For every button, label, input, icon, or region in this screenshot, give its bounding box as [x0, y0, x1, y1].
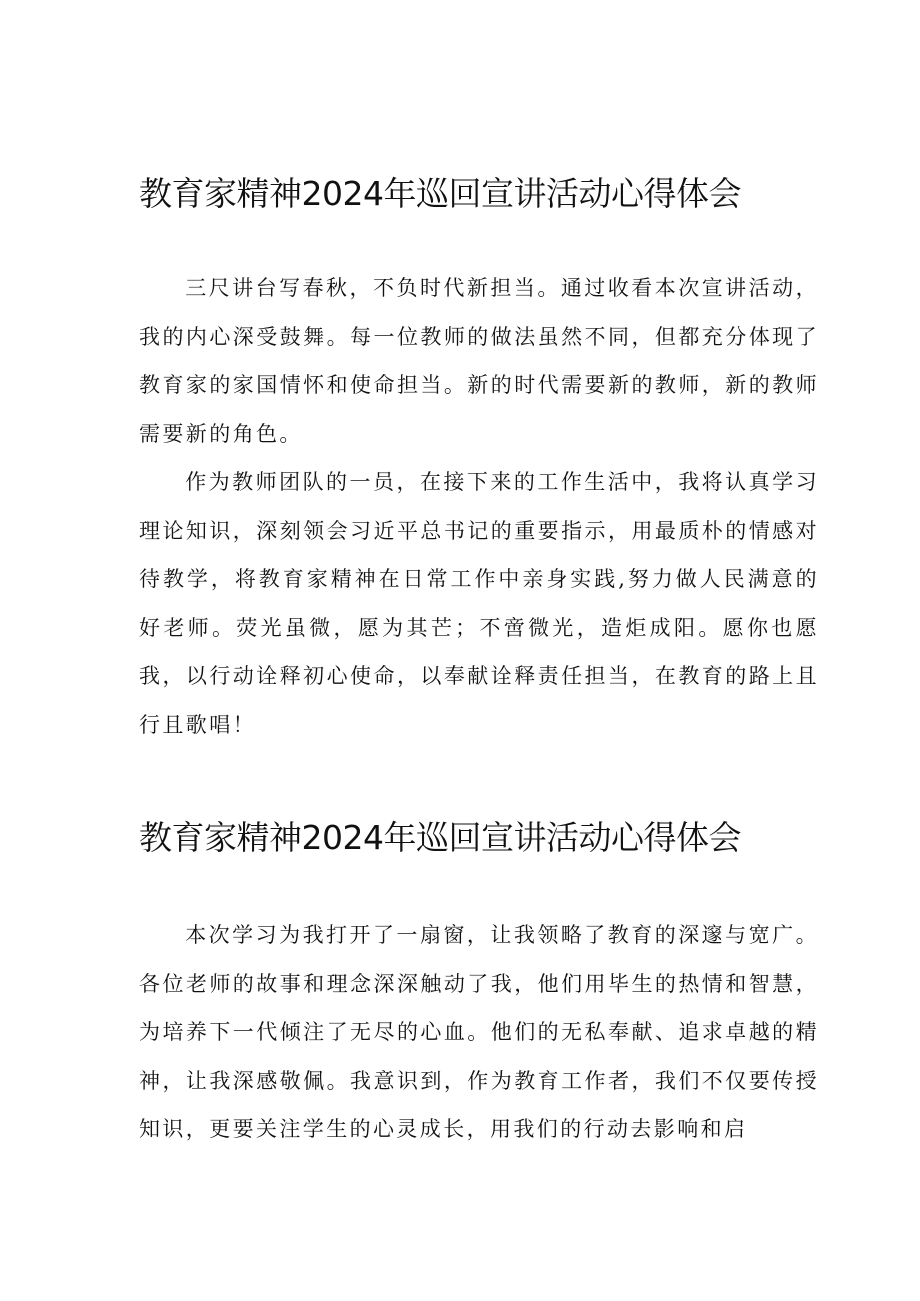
article-section-2 — [139, 812, 819, 1154]
article-section-1 — [139, 168, 819, 749]
article-body-1 — [139, 264, 819, 749]
paragraph: 三尺讲台写春秋，不负时代新担当。通过收看本次宣讲活动，我的内心深受鼓舞。每一位教师的做法虽然不同，但都充分体现了教育家的家国情怀和使命担当。新的时代需要新的教师，新的教师需要新的角色。 — [139, 276, 819, 446]
article-body-2 — [139, 911, 819, 1154]
article-title-1: 教育家精神2024年巡回宣讲活动心得体会 — [139, 174, 741, 213]
paragraph: 作为教师团队的一员，在接下来的工作生活中，我将认真学习理论知识，深刻领会习近平总书记的重要指示，用最质朴的情感对待教学，将教育家精神在日常工作中亲身实践,努力做人民满意的好老师。荧光虽微，愿为其芒；不啻微光，造炬成阳。愿你也愿我，以行动诠释初心使命，以奉献诠释责任担当，在教育的路上且行且歌唱！ — [139, 470, 819, 737]
paragraph: 本次学习为我打开了一扇窗，让我领略了教育的深邃与宽广。各位老师的故事和理念深深触动了我，他们用毕生的热情和智慧，为培养下一代倾注了无尽的心血。他们的无私奉献、追求卓越的精神，让我深感敬佩。我意识到，作为教育工作者，我们不仅要传授知识，更要关注学生的心灵成长，用我们的行动去影响和启 — [139, 923, 819, 1141]
article-title-2: 教育家精神2024年巡回宣讲活动心得体会 — [139, 818, 741, 857]
